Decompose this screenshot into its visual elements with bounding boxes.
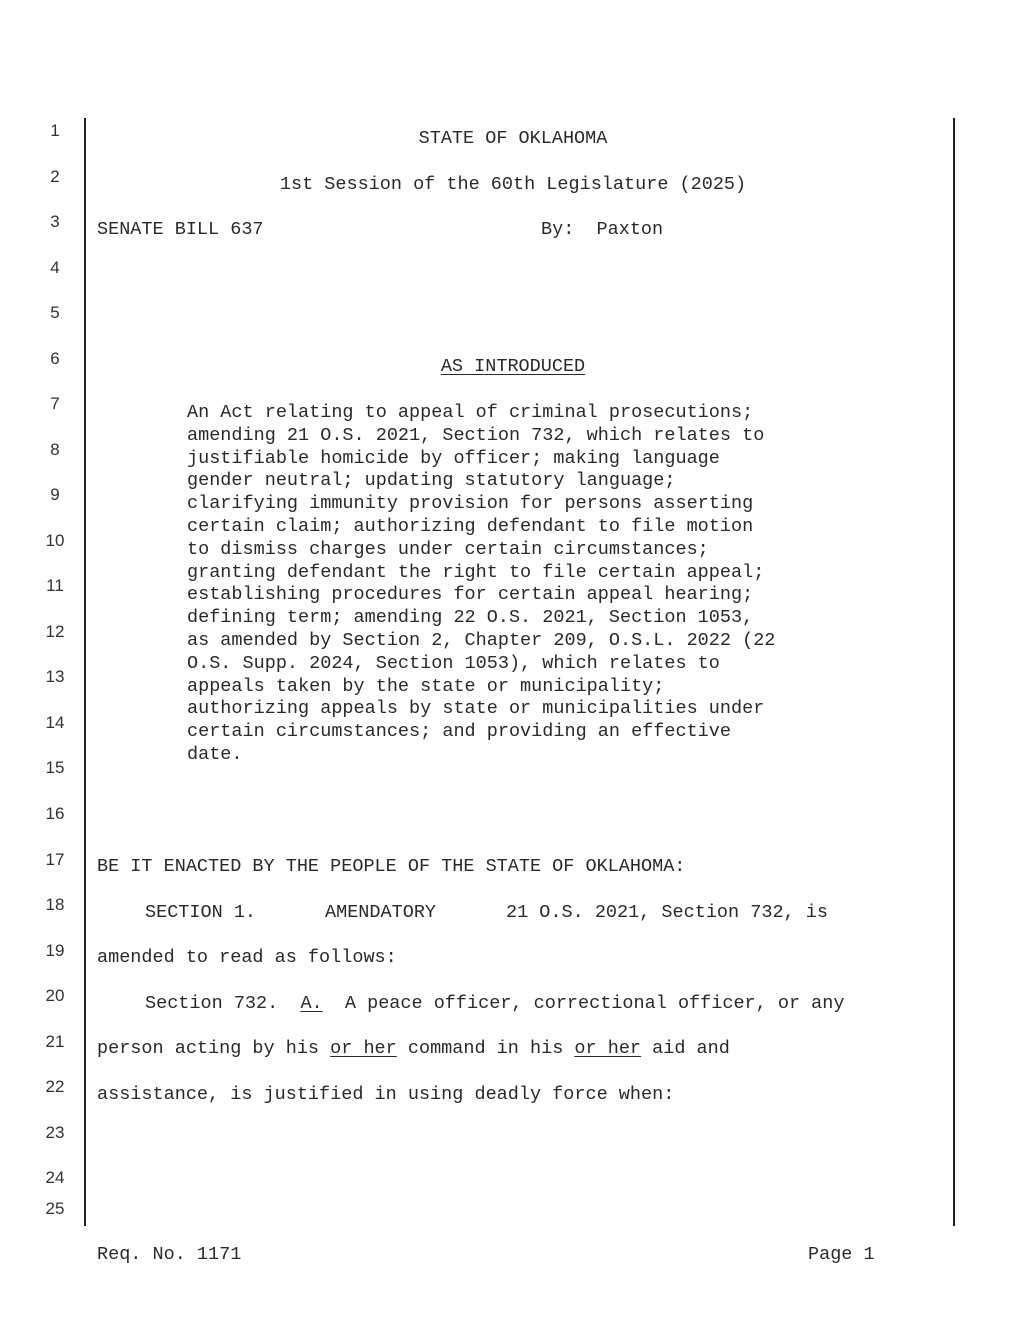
status-heading (97, 357, 929, 377)
right-margin-rule (953, 118, 955, 1226)
line-number: 7 (50, 394, 60, 413)
summary-line: certain claim; authorizing defendant to file motion (187, 515, 754, 537)
line-number: 3 (50, 212, 60, 231)
section-1-citation: 21 O.S. 2021, Section 732, is (506, 902, 828, 923)
line-number: 20 (45, 986, 65, 1005)
state-heading: STATE OF OKLAHOMA (418, 128, 608, 149)
statute-text: person acting by his (97, 1038, 331, 1059)
section-1-continuation: amended to read as follows: (97, 947, 397, 968)
line-number: 10 (45, 531, 65, 550)
line-number: 1 (50, 121, 60, 140)
inserted-text: or her (574, 1038, 642, 1059)
line-number: 18 (45, 895, 65, 914)
statute-line-22: assistance, is justified in using deadly force when: (97, 1084, 675, 1105)
section-732-prefix: Section 732. (145, 993, 279, 1014)
section-732-line (145, 994, 844, 1014)
line-number-clipped: 25 (45, 1199, 65, 1218)
line-number: 5 (50, 303, 60, 322)
statute-text: aid and (641, 1038, 730, 1059)
summary-line: justifiable homicide by officer; making language (187, 447, 720, 469)
summary-line: to dismiss charges under certain circumstances; (187, 538, 709, 560)
page-number: Page 1 (808, 1244, 875, 1265)
status-text: AS INTRODUCED (440, 356, 586, 377)
line-number: 2 (50, 167, 60, 186)
line-number: 11 (46, 576, 64, 595)
bill-number: SENATE BILL 637 (97, 219, 264, 240)
line-number: 6 (50, 349, 60, 368)
summary-line: An Act relating to appeal of criminal prosecutions; (187, 402, 754, 423)
request-number: Req. No. 1171 (97, 1244, 242, 1265)
summary-line: appeals taken by the state or municipality; (187, 675, 665, 697)
bill-author: By: Paxton (541, 219, 664, 240)
line-number: 13 (45, 667, 65, 686)
summary-line: authorizing appeals by state or municipalities under (187, 698, 765, 720)
line-number: 23 (45, 1123, 65, 1142)
line-number: 17 (45, 850, 65, 869)
statute-text: command in his (396, 1038, 575, 1059)
line-number: 12 (45, 622, 65, 641)
section-1-type: AMENDATORY (325, 902, 437, 923)
summary-line: granting defendant the right to file certain appeal; (187, 561, 765, 583)
subsection-a-insert: A. (300, 993, 323, 1014)
line-number: 14 (45, 713, 65, 732)
line-number: 21 (45, 1032, 65, 1051)
enacting-clause: BE IT ENACTED BY THE PEOPLE OF THE STATE OF OKLAHOMA: (97, 856, 686, 877)
statute-line-21 (97, 1039, 730, 1059)
section-732-text: A peace officer, correctional officer, or any (344, 993, 845, 1014)
section-1-label: SECTION 1. (145, 902, 257, 923)
line-number: 16 (45, 804, 65, 823)
summary-line: amending 21 O.S. 2021, Section 732, which relates to (187, 424, 765, 446)
left-margin-rule (84, 118, 86, 1226)
inserted-text: or her (330, 1038, 397, 1059)
line-number: 4 (50, 258, 60, 277)
line-number: 9 (50, 485, 60, 504)
session-heading: 1st Session of the 60th Legislature (2025) (279, 174, 747, 195)
line-number: 22 (45, 1077, 65, 1096)
summary-line: clarifying immunity provision for persons asserting (187, 493, 754, 515)
summary-line: O.S. Supp. 2024, Section 1053), which relates to (187, 652, 720, 674)
line-number: 24 (45, 1168, 65, 1187)
act-summary (187, 402, 867, 767)
line-number: 19 (45, 941, 65, 960)
summary-line: date. (187, 743, 243, 765)
summary-line: establishing procedures for certain appeal hearing; (187, 584, 754, 606)
summary-line: defining term; amending 22 O.S. 2021, Section 1053, (187, 607, 754, 629)
summary-line: gender neutral; updating statutory language; (187, 470, 676, 492)
line-number: 15 (45, 758, 65, 777)
summary-line: certain circumstances; and providing an effective (187, 721, 731, 743)
line-number: 8 (50, 440, 60, 459)
summary-line: as amended by Section 2, Chapter 209, O.S.L. 2022 (22 (187, 629, 776, 651)
